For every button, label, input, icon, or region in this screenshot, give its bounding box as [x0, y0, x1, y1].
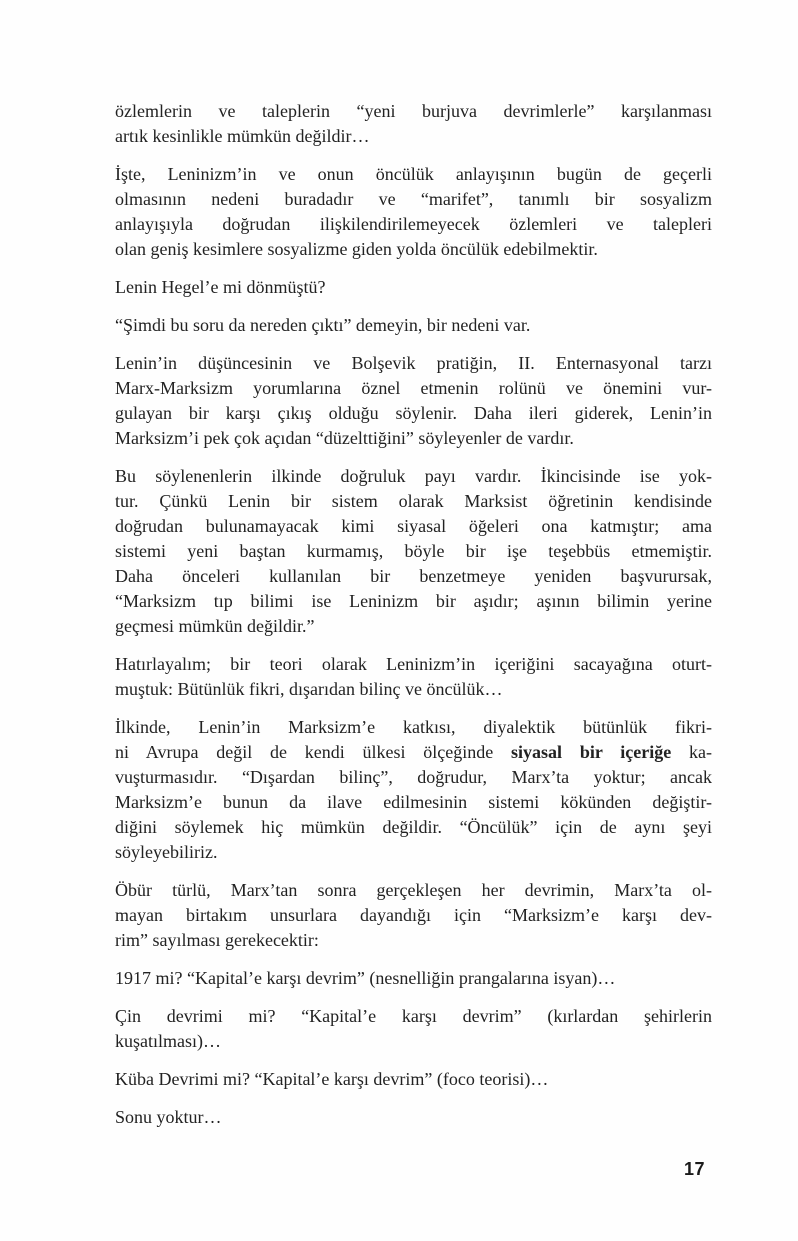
text-line	[115, 514, 712, 539]
text-line	[115, 162, 712, 187]
text-line	[115, 275, 712, 300]
text-segment: rim” sayılması gerekecektir:	[115, 930, 319, 950]
text-block	[115, 99, 712, 1130]
text-line	[115, 715, 712, 740]
text-line	[115, 401, 712, 426]
paragraph	[115, 313, 712, 338]
text-segment: Lenin Hegel’e mi dönmüştü?	[115, 277, 326, 297]
text-line	[115, 1029, 712, 1054]
text-segment: İşte, Leninizm’in ve onun öncülük anlayışının bugün de geçerli	[115, 164, 712, 184]
text-line	[115, 426, 712, 451]
text-line	[115, 1004, 712, 1029]
text-segment: mayan birtakım unsurlara dayandığı için “Marksizm’e karşı dev-	[115, 905, 712, 925]
text-segment: Çin devrimi mi? “Kapital’e karşı devrim” (kırlardan şehirlerin	[115, 1006, 712, 1026]
text-segment: Marksizm’i pek çok açıdan “düzelttiğini” söyleyenler de vardır.	[115, 428, 574, 448]
text-segment: Bu söylenenlerin ilkinde doğruluk payı vardır. İkincisinde ise yok-	[115, 466, 712, 486]
text-line	[115, 903, 712, 928]
text-segment: ka-	[671, 742, 712, 762]
page-number: 17	[684, 1159, 706, 1179]
paragraph	[115, 162, 712, 262]
text-segment: muştuk: Bütünlük fikri, dışarıdan bilinç ve öncülük…	[115, 679, 503, 699]
text-line	[115, 539, 712, 564]
text-line	[115, 589, 712, 614]
paragraph	[115, 99, 712, 149]
text-segment: “Şimdi bu soru da nereden çıktı” demeyin, bir nedeni var.	[115, 315, 531, 335]
paragraph	[115, 878, 712, 953]
paragraph	[115, 966, 712, 991]
text-segment: tur. Çünkü Lenin bir sistem olarak Marksist öğretinin kendisinde	[115, 491, 712, 511]
text-segment: vuşturmasıdır. “Dışardan bilinç”, doğrudur, Marx’ta yoktur; ancak	[115, 767, 712, 787]
text-segment: ni Avrupa değil de kendi ülkesi ölçeğinde	[115, 742, 512, 762]
text-segment: Marksizm’e bunun da ilave edilmesinin sistemi kökünden değiştir-	[115, 792, 712, 812]
text-segment: “Marksizm tıp bilimi ise Leninizm bir aşıdır; aşının bilimin yerine	[115, 591, 712, 611]
text-line	[115, 313, 712, 338]
text-segment: Daha önceleri kullanılan bir benzetmeye yeniden başvurursak,	[115, 566, 712, 586]
text-segment: Lenin’in düşüncesinin ve Bolşevik pratiğin, II. Enternasyonal tarzı	[115, 353, 712, 373]
text-segment: anlayışıyla doğrudan ilişkilendirilemeyecek özlemleri ve talepleri	[115, 214, 712, 234]
text-segment: 1917 mi? “Kapital’e karşı devrim” (nesnelliğin prangalarına isyan)…	[115, 968, 616, 988]
text-segment: İlkinde, Lenin’in Marksizm’e katkısı, diyalektik bütünlük fikri-	[115, 717, 712, 737]
text-segment: Sonu yoktur…	[115, 1107, 222, 1127]
text-line	[115, 966, 712, 991]
text-line	[115, 740, 712, 765]
text-segment: kuşatılması)…	[115, 1031, 221, 1051]
text-line	[115, 815, 712, 840]
text-segment: Hatırlayalım; bir teori olarak Leninizm’in içeriğini sacayağına oturt-	[115, 654, 712, 674]
paragraph	[115, 464, 712, 639]
text-line	[115, 1105, 712, 1130]
text-line	[115, 124, 712, 149]
text-line	[115, 765, 712, 790]
text-line	[115, 790, 712, 815]
text-line	[115, 677, 712, 702]
text-line	[115, 351, 712, 376]
text-segment: diğini söylemek hiç mümkün değildir. “Öncülük” için de aynı şeyi	[115, 817, 712, 837]
text-segment: sistemi yeni baştan kurmamış, böyle bir işe teşebbüs etmemiştir.	[115, 541, 712, 561]
paragraph	[115, 1004, 712, 1054]
text-line	[115, 878, 712, 903]
text-segment: gulayan bir karşı çıkış olduğu söylenir. Daha ileri giderek, Lenin’in	[115, 403, 712, 423]
text-segment: Öbür türlü, Marx’tan sonra gerçekleşen her devrimin, Marx’ta ol-	[115, 880, 712, 900]
text-line	[115, 376, 712, 401]
text-line	[115, 928, 712, 953]
text-segment: olan geniş kesimlere sosyalizme giden yolda öncülük edebilmektir.	[115, 239, 598, 259]
paragraph	[115, 275, 712, 300]
text-line	[115, 464, 712, 489]
text-line	[115, 1067, 712, 1092]
text-segment: Küba Devrimi mi? “Kapital’e karşı devrim” (foco teorisi)…	[115, 1069, 549, 1089]
text-line	[115, 652, 712, 677]
text-segment: olmasının nedeni buradadır ve “marifet”, tanımlı bir sosyalizm	[115, 189, 712, 209]
text-line	[115, 614, 712, 639]
text-line	[115, 840, 712, 865]
text-line	[115, 187, 712, 212]
paragraph	[115, 652, 712, 702]
text-segment: geçmesi mümkün değildir.”	[115, 616, 315, 636]
text-line	[115, 212, 712, 237]
paragraph	[115, 351, 712, 451]
paragraph	[115, 1105, 712, 1130]
text-segment: söyleyebiliriz.	[115, 842, 218, 862]
text-line	[115, 237, 712, 262]
paragraph	[115, 715, 712, 865]
paragraph	[115, 1067, 712, 1092]
text-line	[115, 564, 712, 589]
text-line	[115, 489, 712, 514]
text-line	[115, 99, 712, 124]
emphasized-text: siyasal bir içeriğe	[511, 742, 672, 762]
text-segment: özlemlerin ve taleplerin “yeni burjuva devrimlerle” karşılanması	[115, 101, 712, 121]
text-segment: doğrudan bulunamayacak kimi siyasal öğeleri ona katmıştır; ama	[115, 516, 712, 536]
text-segment: artık kesinlikle mümkün değildir…	[115, 126, 370, 146]
text-segment: Marx-Marksizm yorumlarına öznel etmenin rolünü ve önemini vur-	[115, 378, 712, 398]
